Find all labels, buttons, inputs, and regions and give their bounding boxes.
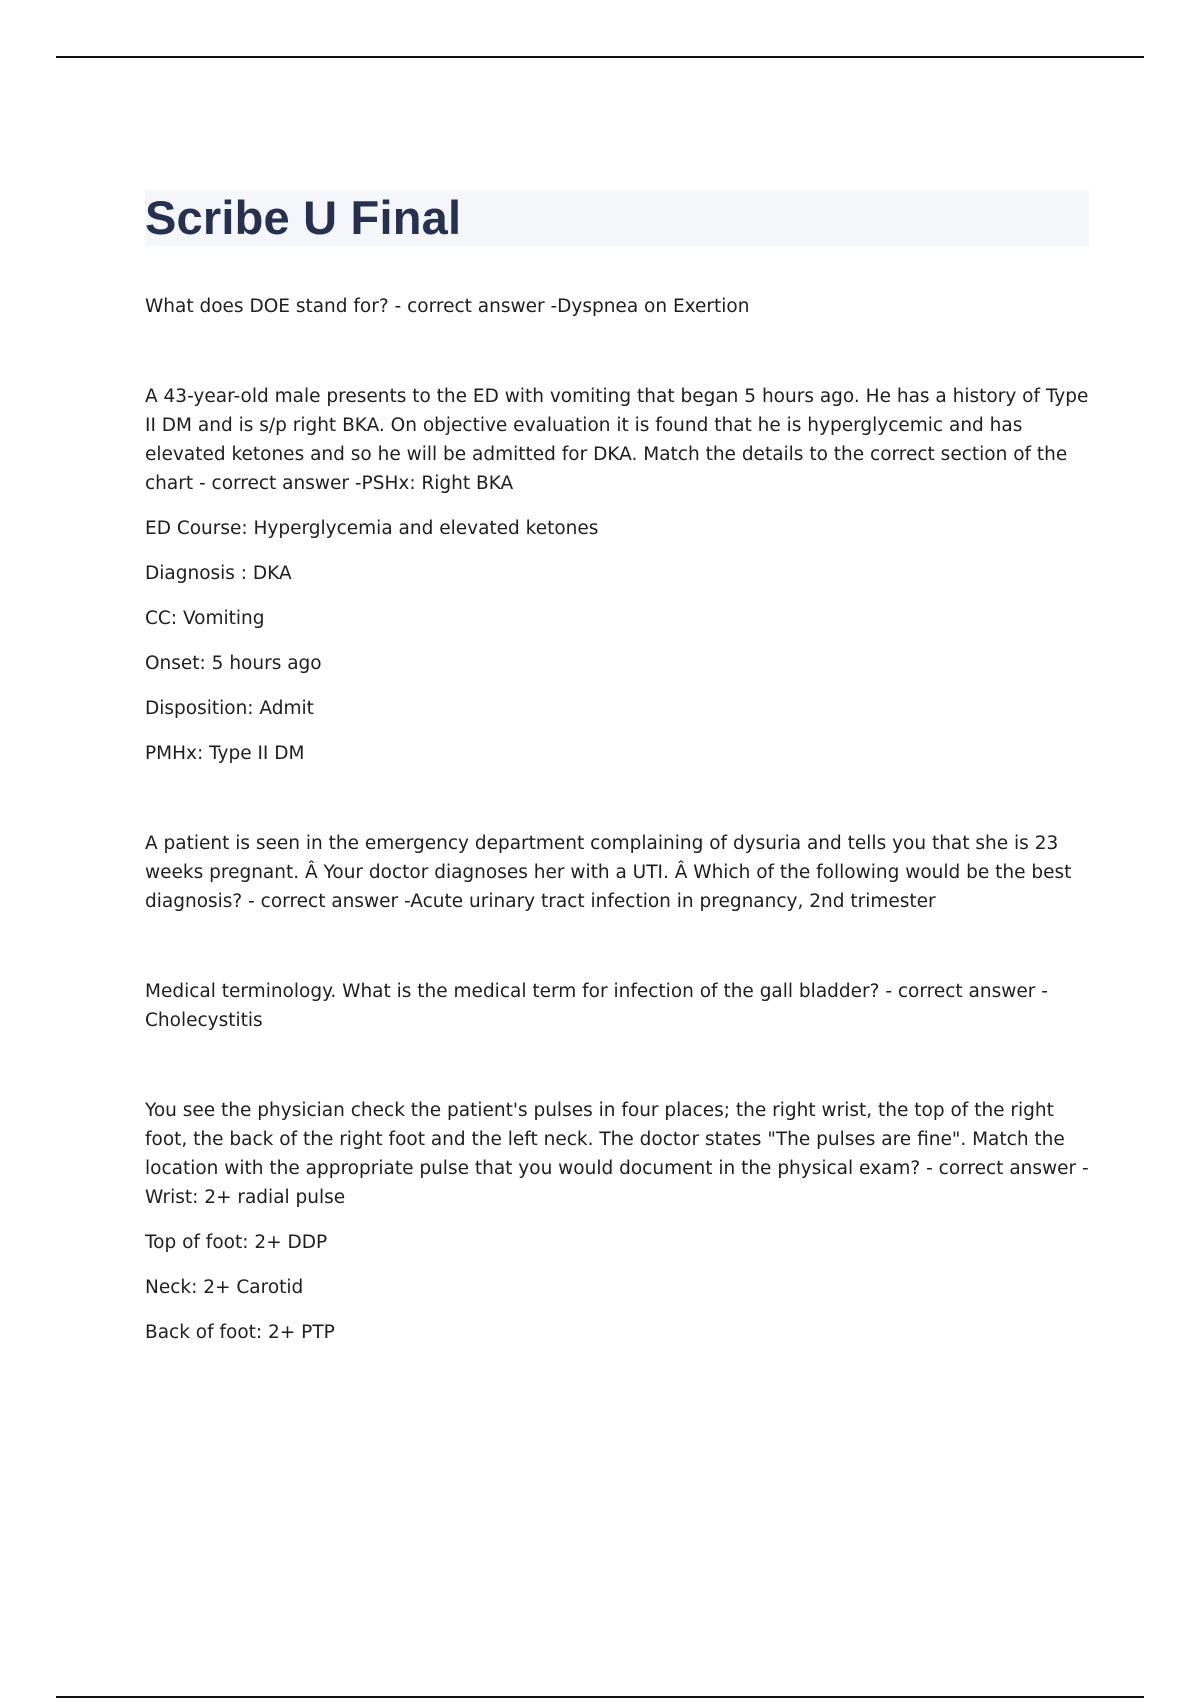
footer-rule xyxy=(56,1696,1144,1698)
qa-detail: Disposition: Admit xyxy=(145,698,314,719)
document-body xyxy=(145,292,1091,1347)
qa-question: You see the physician check the patient's pulses in four places; the right wrist, the top of the right foot, the back of the right foot and the left neck. The doctor states "The pulses are fine". Match the location with the appropriate pulse that you would document in the physical exam? - correct answer -Wrist: 2+ radial pulse xyxy=(145,1100,1089,1208)
qa-detail: Neck: 2+ Carotid xyxy=(145,1277,304,1298)
qa-detail: ED Course: Hyperglycemia and elevated ketones xyxy=(145,518,599,539)
qa-detail: Diagnosis : DKA xyxy=(145,563,292,584)
qa-detail: Onset: 5 hours ago xyxy=(145,653,322,674)
header-rule xyxy=(56,56,1144,58)
qa-detail: CC: Vomiting xyxy=(145,608,265,629)
qa-question: A patient is seen in the emergency department complaining of dysuria and tells you that she is 23 weeks pregnant. Â Your doctor diagnoses her with a UTI. Â Which of the following would be the best diagnosis? - correct answer -Acute urinary tract infection in pregnancy, 2nd trimester xyxy=(145,833,1072,912)
qa-detail: Top of foot: 2+ DDP xyxy=(145,1232,328,1253)
qa-question: Medical terminology. What is the medical term for infection of the gall bladder? - correct answer -Cholecystitis xyxy=(145,981,1048,1031)
document-title: Scribe U Final xyxy=(145,191,462,244)
qa-question: What does DOE stand for? - correct answer -Dyspnea on Exertion xyxy=(145,296,750,317)
qa-question: A 43-year-old male presents to the ED with vomiting that began 5 hours ago. He has a history of Type II DM and is s/p right BKA. On objective evaluation it is found that he is hyperglycemic and has elevated ketones and so he will be admitted for DKA. Match the details to the correct section of the chart - correct answer -PSHx: Right BKA xyxy=(145,386,1089,494)
qa-detail: Back of foot: 2+ PTP xyxy=(145,1322,335,1343)
qa-detail: PMHx: Type II DM xyxy=(145,743,305,764)
